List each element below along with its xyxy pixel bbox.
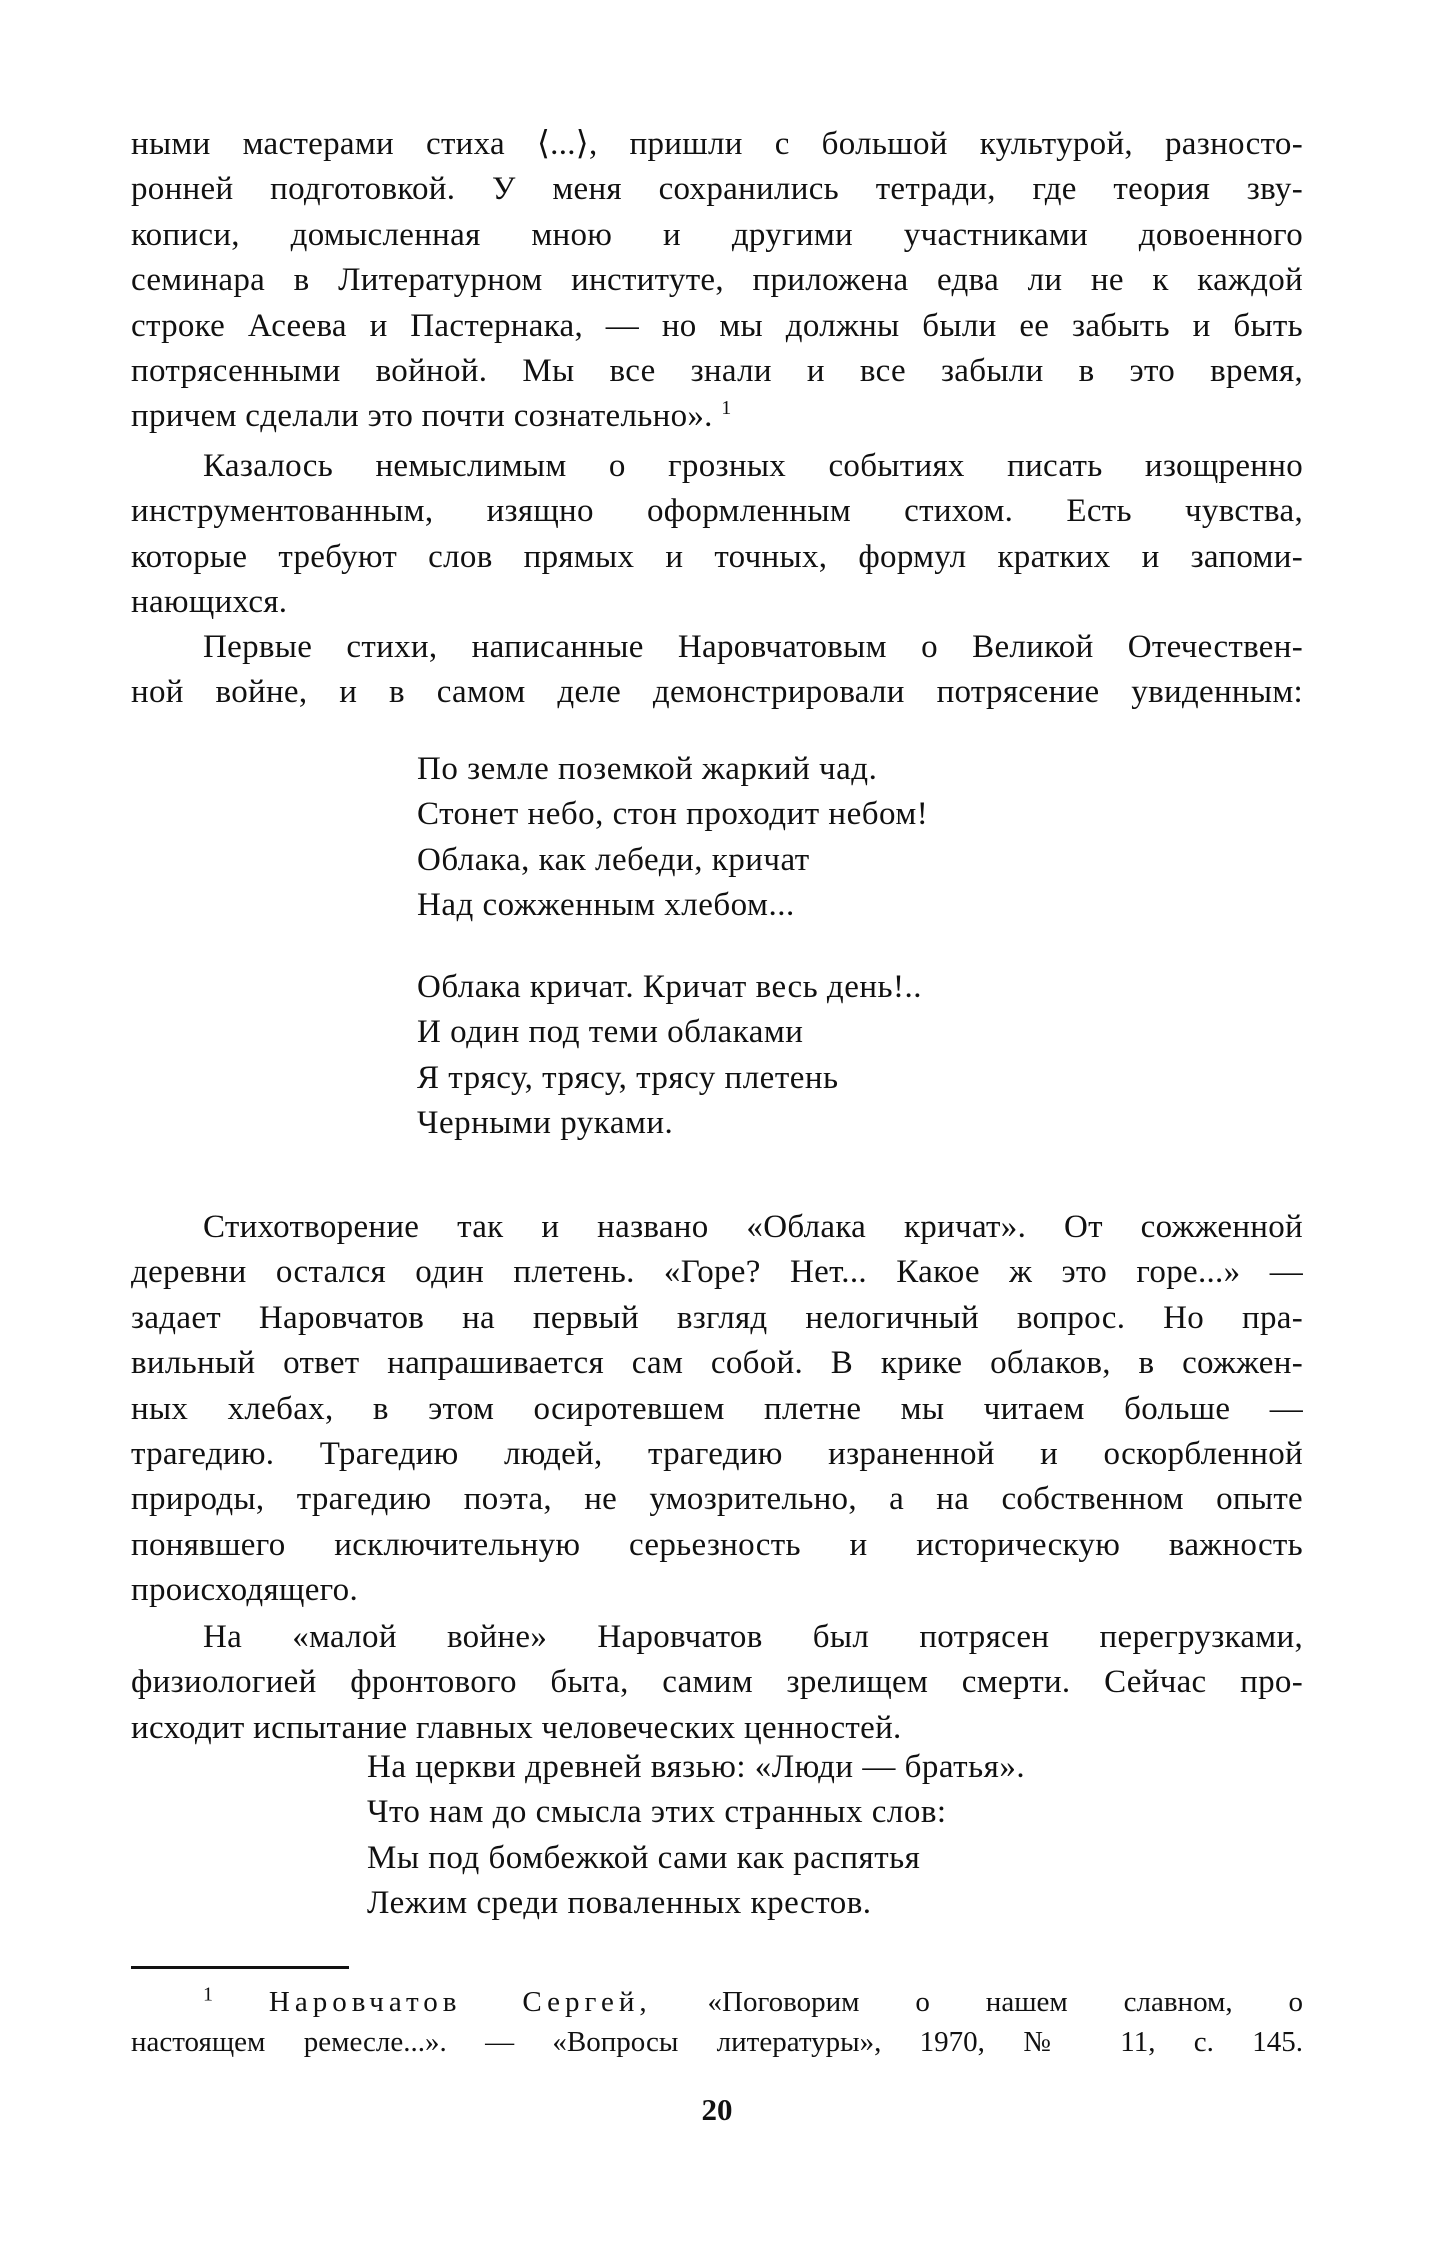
text-line: которые требуют слов прямых и точных, формул кратких и запоми- — [131, 538, 1303, 575]
text-line: происходящего. — [131, 1572, 359, 1609]
poem-line: Стонет небо, стон проходит небом! — [417, 796, 929, 833]
text-line — [131, 394, 1303, 439]
text-line: трагедию. Трагедию людей, трагедию израненной и оскорбленной — [131, 1436, 1303, 1473]
poem-line: На церкви древней вязью: «Люди — братья». — [367, 1749, 1026, 1785]
paragraph-5 — [131, 1615, 1303, 1751]
poem-line: Лежим среди поваленных крестов. — [367, 1885, 872, 1922]
paragraph-3 — [131, 625, 1303, 716]
footnote — [131, 1982, 1303, 2062]
text-line: нающихся. — [131, 584, 288, 621]
footnote-title: «Поговорим о нашем славном, о — [707, 1986, 1304, 2018]
poem-stanza-1 — [417, 747, 928, 929]
text-line: вильный ответ напрашивается сам собой. В крике облаков, в сожжен- — [131, 1345, 1303, 1382]
text-line: ных хлебах, в этом осиротевшем плетне мы читаем больше — — [131, 1390, 1303, 1427]
poem-line: Мы под бомбежкой сами как распятья — [367, 1839, 921, 1876]
paragraph-4 — [131, 1205, 1303, 1614]
text-line: Стихотворение так и названо «Облака кричат». От сожженной — [203, 1209, 1303, 1245]
text-line-content: причем сделали это почти сознательно». — [131, 398, 713, 435]
poem-line: Над сожженным хлебом... — [417, 887, 795, 924]
text-line: инструментованным, изящно оформленным стихом. Есть чувства, — [131, 493, 1303, 530]
footnote-marker: 1 — [721, 397, 732, 420]
page-number: 20 — [701, 2092, 733, 2127]
footnote-line-2: настоящем ремесле...». — «Вопросы литературы», 1970, № 11, с. 145. — [131, 2026, 1303, 2058]
footnote-divider — [131, 1966, 349, 1969]
footnote-line-1 — [131, 1982, 1303, 2022]
text-line: исходит испытание главных человеческих ценностей. — [131, 1709, 902, 1746]
text-line: ронней подготовкой. У меня сохранились тетради, где теория зву- — [131, 171, 1303, 208]
text-line: На «малой войне» Наровчатов был потрясен перегрузками, — [203, 1619, 1303, 1655]
text-line: деревни остался один плетень. «Горе? Нет... Какое ж это горе...» — — [131, 1254, 1303, 1291]
text-line: строке Асеева и Пастернака, — но мы должны были ее забыть и быть — [131, 307, 1303, 344]
paragraph-2 — [131, 444, 1303, 626]
text-line: Первые стихи, написанные Наровчатовым о Великой Отечествен- — [203, 629, 1303, 665]
text-line: ными мастерами стиха ⟨...⟩, пришли с большой культурой, разносто- — [131, 126, 1303, 162]
poem-line: Облака кричат. Кричат весь день!.. — [417, 969, 923, 1005]
text-line: потрясенными войной. Мы все знали и все забыли в это время, — [131, 353, 1303, 390]
text-line: Казалось немыслимым о грозных событиях писать изощренно — [203, 448, 1303, 484]
text-line: семинара в Литературном институте, приложена едва ли не к каждой — [131, 262, 1303, 299]
poem-line: Что нам до смысла этих странных слов: — [367, 1794, 947, 1831]
footnote-marker: 1 — [203, 1983, 213, 2006]
text-line: задает Наровчатов на первый взгляд нелогичный вопрос. Но пра- — [131, 1299, 1303, 1336]
text-line: физиологией фронтового быта, самим зрелищем смерти. Сейчас про- — [131, 1664, 1303, 1701]
text-line: кописи, домысленная мною и другими участниками довоенного — [131, 216, 1303, 253]
text-line: ной войне, и в самом деле демонстрировали потрясение увиденным: — [131, 674, 1303, 711]
footnote-author: Наровчатов Сергей, — [268, 1986, 652, 2018]
poem-stanza-2 — [417, 965, 922, 1147]
poem-stanza-3 — [367, 1745, 1025, 1927]
poem-line: И один под теми облаками — [417, 1014, 804, 1051]
paragraph-1 — [131, 122, 1303, 440]
poem-line: Облака, как лебеди, кричат — [417, 841, 810, 878]
poem-line: Черными руками. — [417, 1105, 674, 1142]
poem-line: Я трясу, трясу, трясу плетень — [417, 1059, 839, 1096]
text-line: понявшего исключительную серьезность и историческую важность — [131, 1526, 1303, 1563]
text-line: природы, трагедию поэта, не умозрительно, а на собственном опыте — [131, 1481, 1303, 1518]
poem-line: По земле поземкой жаркий чад. — [417, 751, 878, 787]
